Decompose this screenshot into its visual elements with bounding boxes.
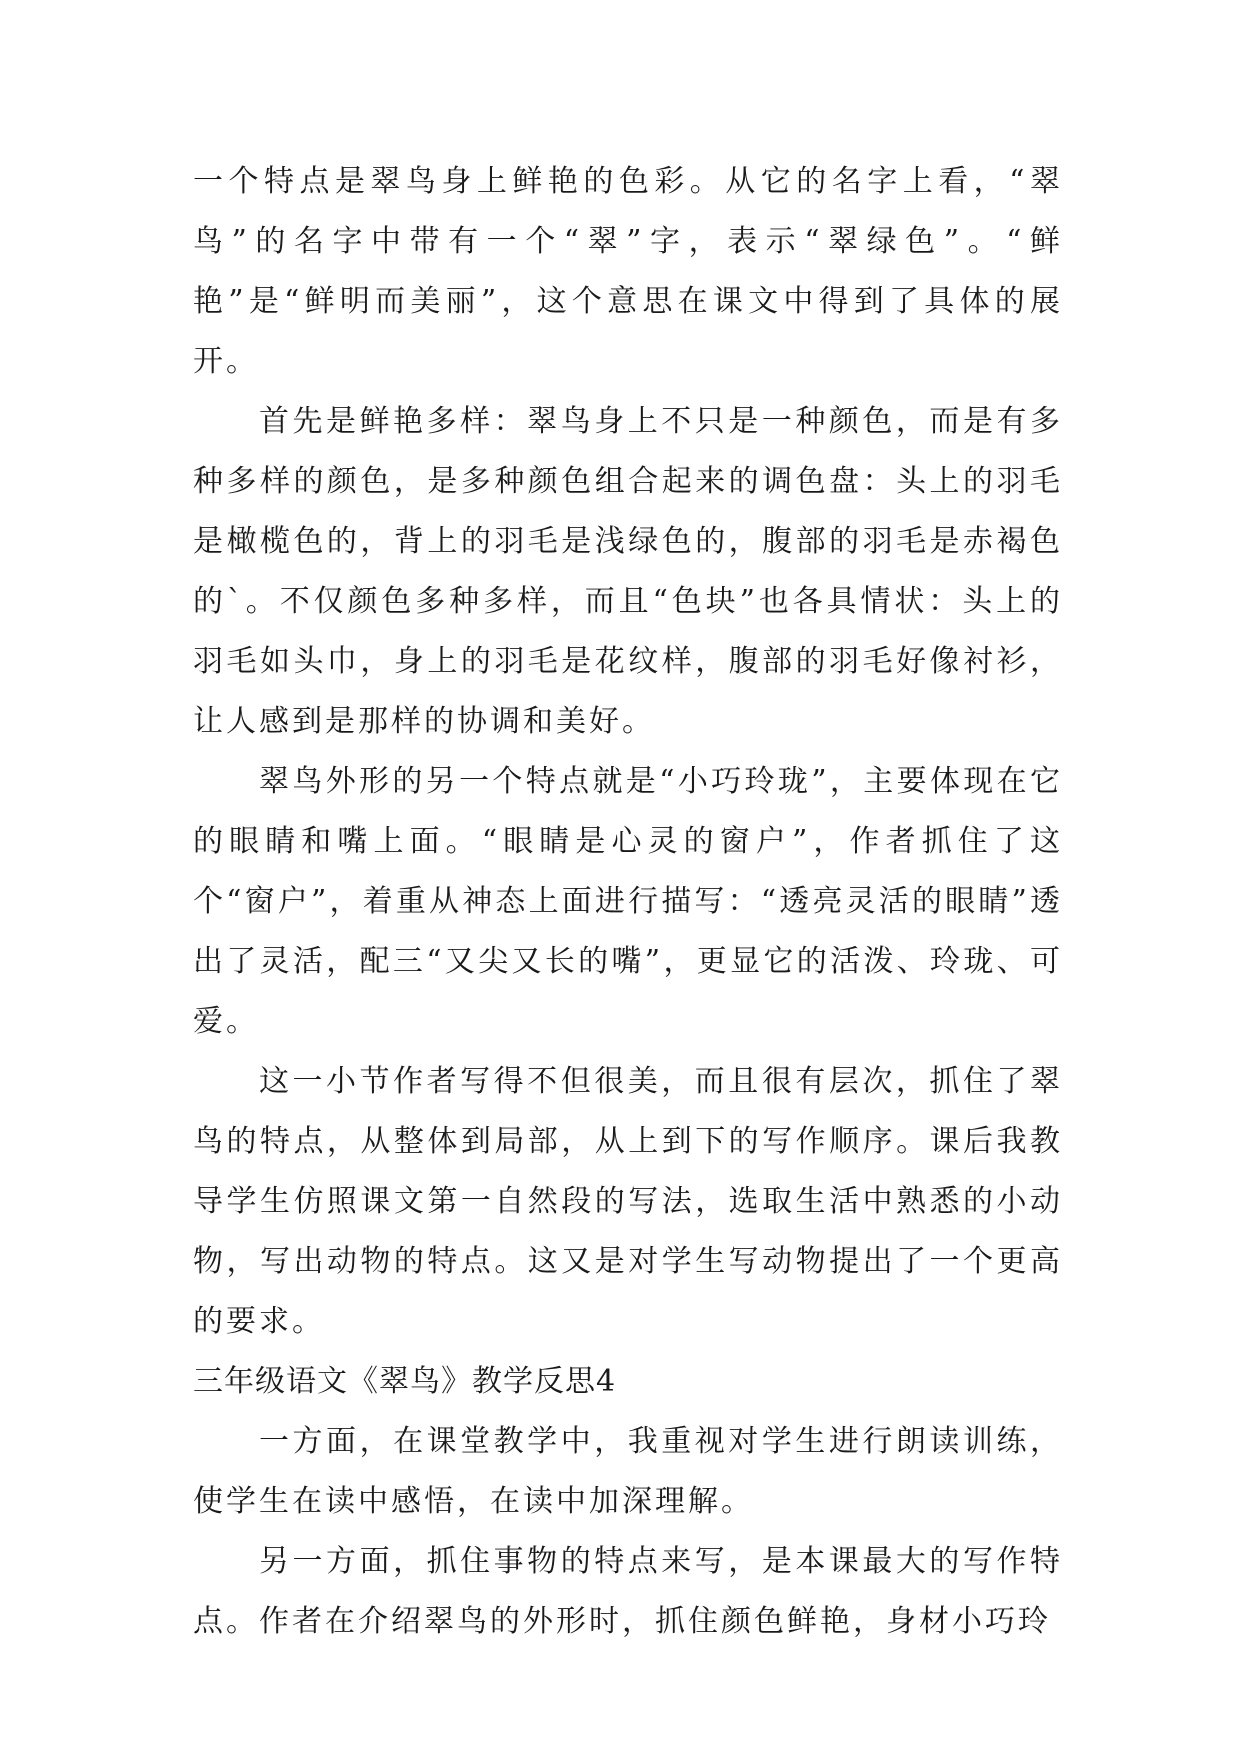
paragraph-small-exquisite: 翠鸟外形的另一个特点就是“小巧玲珑”，主要体现在它的眼睛和嘴上面。“眼睛是心灵的窗户”，作者抓住了这个“窗户”，着重从神态上面进行描写：“透亮灵活的眼睛”透出了灵活，配三“又尖又长的嘴”，更显它的活泼、玲珑、可爱。 xyxy=(193,764,1063,1039)
paragraph-writing-order: 这一小节作者写得不但很美，而且很有层次，抓住了翠鸟的特点，从整体到局部，从上到下的写作顺序。课后我教导学生仿照课文第一自然段的写法，选取生活中熟悉的小动物，写出动物的特点。这又是对学生写动物提出了一个更高的要求。 xyxy=(193,1064,1063,1339)
paragraph-color-variety: 首先是鲜艳多样：翠鸟身上不只是一种颜色，而是有多种多样的颜色，是多种颜色组合起来的调色盘：头上的羽毛是橄榄色的，背上的羽毛是浅绿色的，腹部的羽毛是赤褐色的`。不仅颜色多种多样，而且“色块”也各具情状：头上的羽毛如头巾，身上的羽毛是花纹样，腹部的羽毛好像衬衫，让人感到是那样的协调和美好。 xyxy=(193,404,1063,739)
paragraph-color-intro: 一个特点是翠鸟身上鲜艳的色彩。从它的名字上看，“翠鸟”的名字中带有一个“翠”字，表示“翠绿色”。“鲜艳”是“鲜明而美丽”，这个意思在课文中得到了具体的展开。 xyxy=(193,164,1063,379)
paragraph-writing-features: 另一方面，抓住事物的特点来写，是本课最大的写作特点。作者在介绍翠鸟的外形时，抓住颜色鲜艳，身材小巧玲 xyxy=(193,1544,1063,1639)
section-heading: 三年级语文《翠鸟》教学反思4 xyxy=(193,1364,617,1399)
document-page xyxy=(193,152,1063,1652)
paragraph-reading-training: 一方面，在课堂教学中，我重视对学生进行朗读训练，使学生在读中感悟，在读中加深理解。 xyxy=(193,1424,1063,1519)
